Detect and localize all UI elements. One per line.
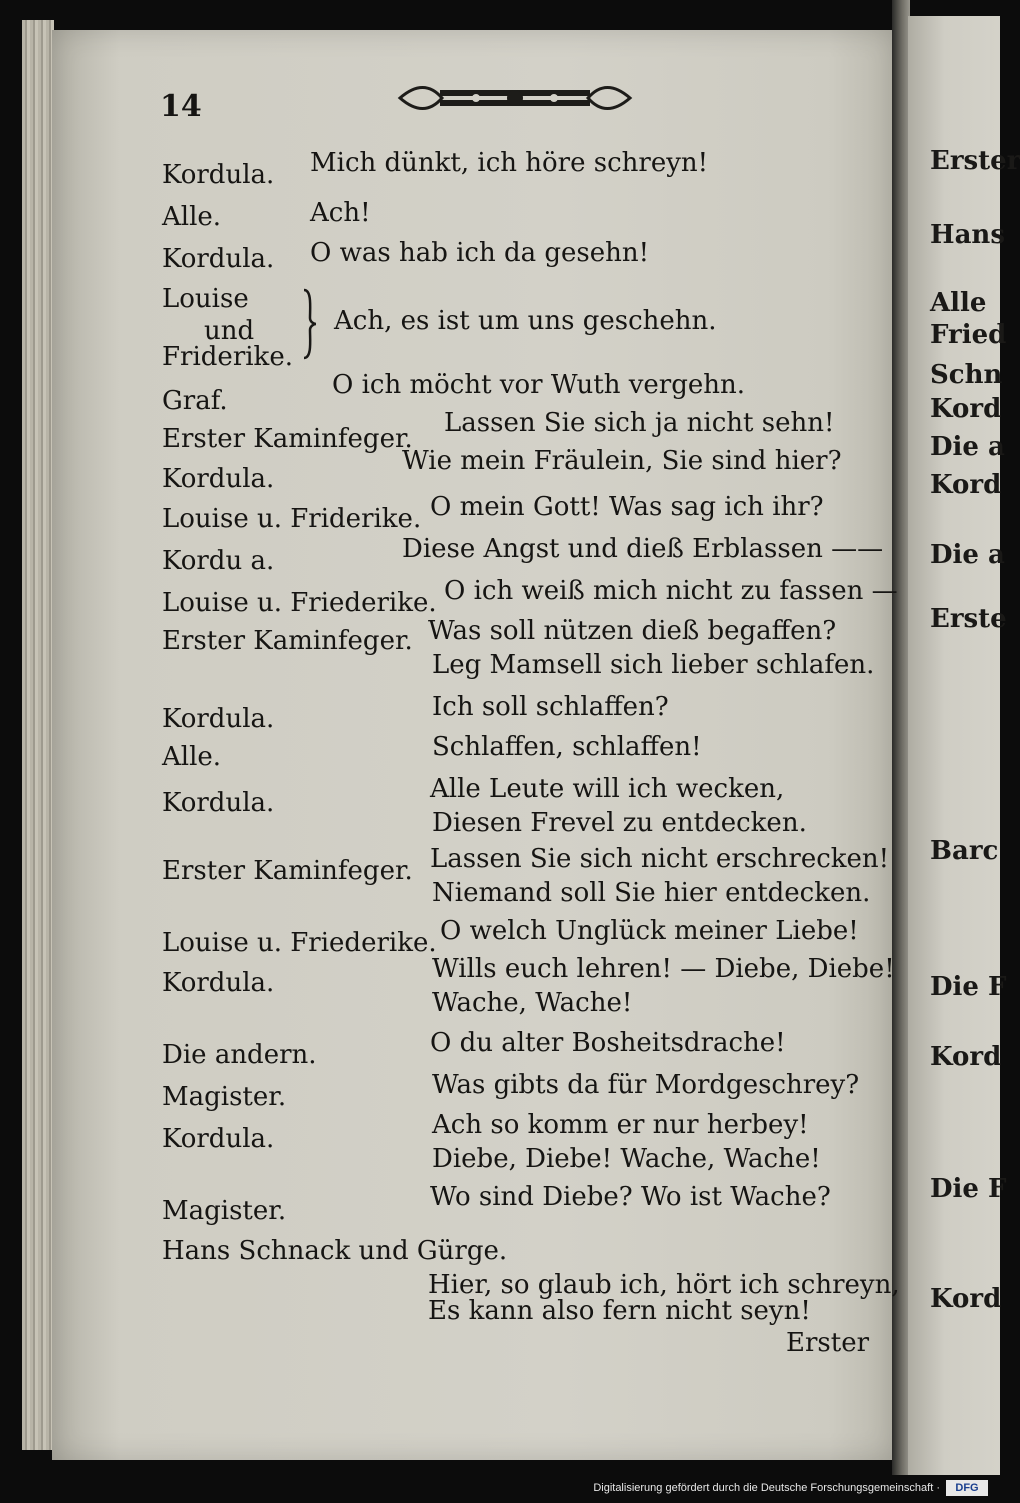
right-page-fragment: Kord	[930, 1042, 1002, 1072]
dialogue-text: Alle Leute will ich wecken,	[430, 774, 785, 804]
dialogue-text: Lassen Sie sich ja nicht sehn!	[444, 408, 835, 438]
speaker-label: Erster Kaminfeger.	[162, 626, 413, 656]
speaker-label: Graf.	[162, 386, 228, 416]
dialogue-text: Wache, Wache!	[432, 988, 633, 1018]
dfg-logo: DFG	[946, 1480, 988, 1496]
dialogue-text: Ach!	[310, 198, 371, 228]
right-page-fragment: Kord	[930, 470, 1002, 500]
right-page-fragment: Die a	[930, 540, 1005, 570]
dialogue-text: O ich möcht vor Wuth vergehn.	[332, 370, 745, 400]
dialogue-text: Was gibts da für Mordgeschrey?	[432, 1070, 860, 1100]
speaker-label: Magister.	[162, 1082, 287, 1112]
dialogue-text: Niemand soll Sie hier entdecken.	[432, 878, 871, 908]
dialogue-text: Ach so komm er nur herbey!	[432, 1110, 809, 1140]
speaker-label: Kordula.	[162, 1124, 275, 1154]
right-page-fragment: Hans	[930, 220, 1005, 250]
dialogue-text: Ach, es ist um uns geschehn.	[334, 306, 717, 336]
brace-icon	[300, 288, 320, 360]
speaker-label: Louise u. Friederike.	[162, 928, 437, 958]
dialogue-text: O du alter Bosheitsdrache!	[430, 1028, 786, 1058]
right-page-fragment: Die a	[930, 432, 1005, 462]
speaker-label: Louise u. Friederike.	[162, 588, 437, 618]
dialogue-text: Ich soll schlaffen?	[432, 692, 669, 722]
speaker-label: Alle.	[162, 202, 222, 232]
dialogue-text: Diesen Frevel zu entdecken.	[432, 808, 807, 838]
dialogue-text: O welch Unglück meiner Liebe!	[440, 916, 859, 946]
right-page-fragment: Fried	[930, 320, 1007, 350]
speaker-label: Kordula.	[162, 704, 275, 734]
dialogue-text: Lassen Sie sich nicht erschrecken!	[430, 844, 890, 874]
page-number: 14	[160, 89, 202, 124]
dialogue-text: Schlaffen, schlaffen!	[432, 732, 702, 762]
right-page-fragment: Schn	[930, 360, 1003, 390]
dialogue-text: Wie mein Fräulein, Sie sind hier?	[402, 446, 842, 476]
speaker-label: Louise	[162, 284, 249, 314]
speaker-label: Kordula.	[162, 160, 275, 190]
dialogue-text: Was soll nützen dieß begaffen?	[428, 616, 837, 646]
speaker-label: Kordula.	[162, 244, 275, 274]
speaker-label: Kordu a.	[162, 546, 275, 576]
right-page-fragment: Die F	[930, 972, 1007, 1002]
speaker-label: Kordula.	[162, 788, 275, 818]
right-page-fragment: Kord	[930, 1284, 1002, 1314]
dialogue-text: O mein Gott! Was sag ich ihr?	[430, 492, 824, 522]
dialogue-text: Hier, so glaub ich, hört ich schreyn,	[428, 1270, 900, 1300]
speaker-label: Die andern.	[162, 1040, 317, 1070]
speaker-label: Erster Kaminfeger.	[162, 856, 413, 886]
speaker-label: Louise u. Friderike.	[162, 504, 422, 534]
right-page-fragment: Alle	[930, 288, 987, 318]
speaker-label: und	[204, 316, 255, 346]
ornament-icon	[396, 78, 634, 118]
footer-bar	[0, 1475, 1000, 1503]
page-stack-edge	[22, 20, 54, 1450]
speaker-label: Alle.	[162, 742, 222, 772]
speaker-label: Erster Kaminfeger.	[162, 424, 413, 454]
right-page-fragment: Erste	[930, 604, 1007, 634]
speaker-label: Friderike.	[162, 342, 293, 372]
dialogue-text: Wo sind Diebe? Wo ist Wache?	[430, 1182, 831, 1212]
dialogue-text: O ich weiß mich nicht zu fassen —	[444, 576, 898, 606]
speaker-label: Magister.	[162, 1196, 287, 1226]
speaker-label: Kordula.	[162, 968, 275, 998]
dialogue-text: Diebe, Diebe! Wache, Wache!	[432, 1144, 821, 1174]
catchword: Erster	[786, 1328, 870, 1358]
right-page-fragment: Kord	[930, 394, 1002, 424]
right-page-fragment: Barc	[930, 836, 999, 866]
dialogue-text: Es kann also fern nicht seyn!	[428, 1296, 811, 1326]
funding-note: Digitalisierung gefördert durch die Deutsche Forschungsgemeinschaft ·	[593, 1482, 940, 1494]
dialogue-text: Wills euch lehren! — Diebe, Diebe!	[432, 954, 895, 984]
dialogue-text: Diese Angst und dieß Erblassen ——	[402, 534, 884, 564]
speaker-label: Hans Schnack und Gürge.	[162, 1236, 508, 1266]
speaker-label: Kordula.	[162, 464, 275, 494]
dialogue-text: O was hab ich da gesehn!	[310, 238, 650, 268]
dialogue-text: Leg Mamsell sich lieber schlafen.	[432, 650, 875, 680]
right-page-fragment: Die F	[930, 1174, 1007, 1204]
dialogue-text: Mich dünkt, ich höre schreyn!	[310, 148, 709, 178]
right-page-fragment: Erster	[930, 146, 1020, 176]
